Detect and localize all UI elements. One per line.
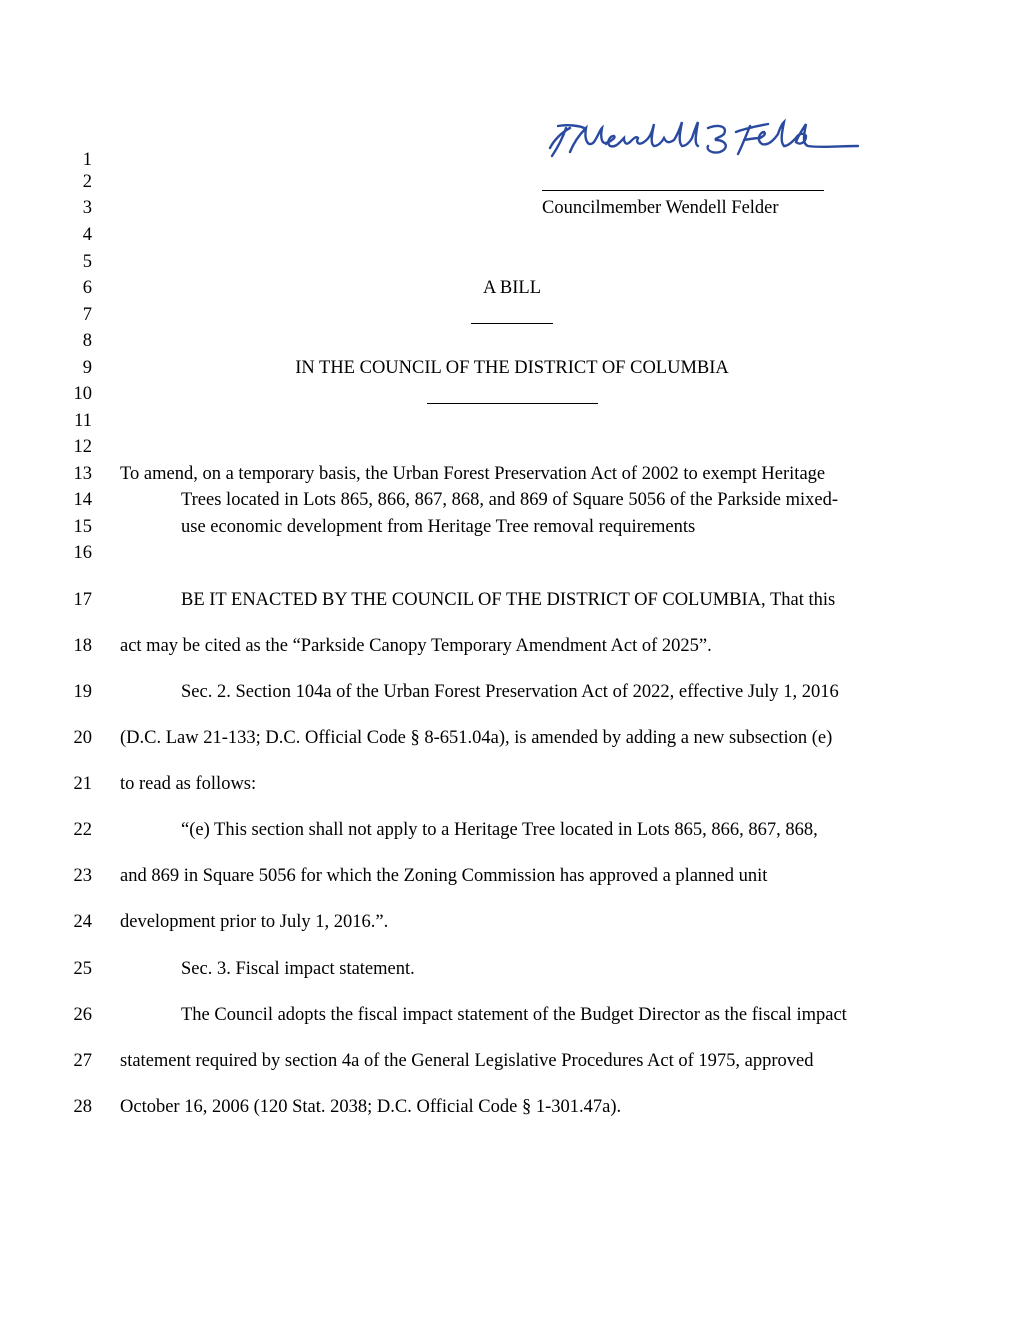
line-number: 16 (73, 543, 92, 563)
line-number: 9 (82, 358, 92, 378)
line-number: 26 (73, 1005, 92, 1025)
line-number: 11 (74, 411, 92, 431)
line-number: 4 (82, 225, 92, 245)
council-heading: IN THE COUNCIL OF THE DISTRICT OF COLUMBIA (295, 358, 729, 378)
body-line: (D.C. Law 21-133; D.C. Official Code § 8-651.04a), is amended by adding a new subsection (e) (120, 728, 833, 748)
line-number: 14 (73, 490, 92, 510)
body-line: development prior to July 1, 2016.”. (120, 912, 389, 932)
line-number: 19 (73, 682, 92, 702)
sponsor-label: Councilmember Wendell Felder (542, 198, 779, 218)
body-line: Sec. 2. Section 104a of the Urban Forest Preservation Act of 2022, effective July 1, 2016 (181, 682, 839, 702)
bill-title: A BILL (482, 278, 542, 298)
body-line: and 869 in Square 5056 for which the Zoning Commission has approved a planned unit (120, 866, 768, 886)
line-number: 5 (82, 252, 92, 272)
signature-image (540, 112, 870, 172)
council-blank (427, 403, 598, 404)
body-line: October 16, 2006 (120 Stat. 2038; D.C. Official Code § 1-301.47a). (120, 1097, 622, 1117)
line-number: 7 (82, 305, 92, 325)
line-number: 17 (73, 590, 92, 610)
line-number: 12 (73, 437, 92, 457)
body-line: “(e) This section shall not apply to a Heritage Tree located in Lots 865, 866, 867, 868, (181, 820, 818, 840)
body-line: to read as follows: (120, 774, 257, 794)
line-number: 6 (82, 278, 92, 298)
line-number: 27 (73, 1051, 92, 1071)
long-title-line: use economic development from Heritage Tree removal requirements (181, 517, 696, 537)
line-number: 18 (73, 636, 92, 656)
line-number: 10 (73, 384, 92, 404)
line-number: 3 (82, 198, 92, 218)
line-number: 1 (82, 150, 92, 170)
line-number: 2 (82, 172, 92, 192)
line-number: 15 (73, 517, 92, 537)
long-title-line: Trees located in Lots 865, 866, 867, 868, and 869 of Square 5056 of the Parkside mixed- (181, 490, 838, 510)
body-line: The Council adopts the fiscal impact statement of the Budget Director as the fiscal impact (181, 1005, 847, 1025)
body-line: BE IT ENACTED BY THE COUNCIL OF THE DISTRICT OF COLUMBIA, That this (181, 590, 836, 610)
long-title-line: To amend, on a temporary basis, the Urban Forest Preservation Act of 2002 to exempt Heritage (120, 464, 826, 484)
body-line: act may be cited as the “Parkside Canopy Temporary Amendment Act of 2025”. (120, 636, 712, 656)
line-number: 20 (73, 728, 92, 748)
body-line: statement required by section 4a of the General Legislative Procedures Act of 1975, approved (120, 1051, 814, 1071)
body-line: Sec. 3. Fiscal impact statement. (181, 959, 415, 979)
line-number: 25 (73, 959, 92, 979)
line-number: 28 (73, 1097, 92, 1117)
signature-line (542, 190, 824, 191)
bill-number-blank (471, 323, 553, 324)
line-number: 8 (82, 331, 92, 351)
line-number: 13 (73, 464, 92, 484)
line-number: 22 (73, 820, 92, 840)
line-number: 23 (73, 866, 92, 886)
line-number: 21 (73, 774, 92, 794)
line-number: 24 (73, 912, 92, 932)
